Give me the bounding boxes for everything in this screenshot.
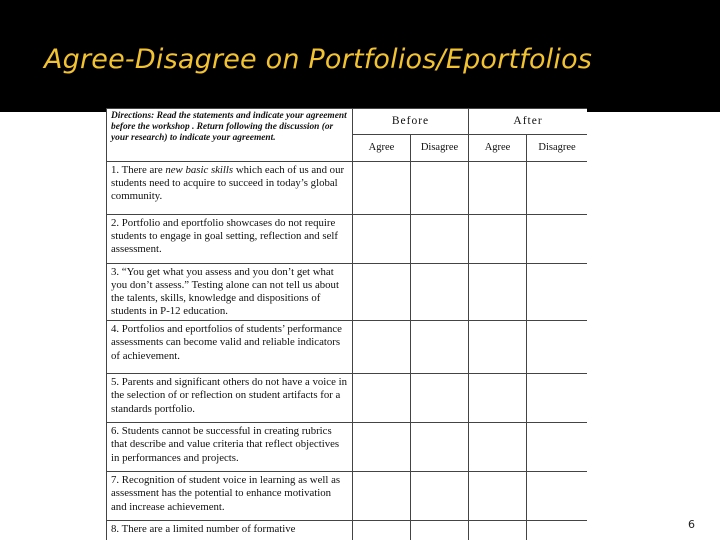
before-agree-cell[interactable]	[353, 423, 411, 472]
before-disagree-cell[interactable]	[411, 215, 469, 264]
statement-row	[107, 472, 588, 521]
after-header: After	[469, 109, 587, 135]
after-disagree-cell[interactable]	[527, 374, 587, 423]
statement-text: 5. Parents and significant others do not have a voice in the selection of or reflection on student artifacts for a standards portfolio.	[107, 374, 353, 423]
statement-text: 2. Portfolio and eportfolio showcases do not require students to engage in goal setting, reflection and self assessment.	[107, 215, 353, 264]
statement-text: 4. Portfolios and eportfolios of students’ performance assessments can become valid and reliable indicators of achievement.	[107, 321, 353, 374]
statement-text: 7. Recognition of student voice in learning as well as assessment has the potential to enhance motivation and increase achievement.	[107, 472, 353, 521]
after-agree-cell[interactable]	[469, 423, 527, 472]
before-disagree-cell[interactable]	[411, 521, 469, 540]
before-disagree-cell[interactable]	[411, 423, 469, 472]
statement-row	[107, 321, 588, 374]
statement-text: 8. There are a limited number of formative	[107, 521, 353, 540]
statement-row	[107, 162, 588, 215]
after-disagree-cell[interactable]	[527, 472, 587, 521]
before-agree-cell[interactable]	[353, 472, 411, 521]
before-agree-cell[interactable]	[353, 162, 411, 215]
after-agree-header: Agree	[469, 134, 527, 161]
before-agree-cell[interactable]	[353, 264, 411, 321]
after-agree-cell[interactable]	[469, 321, 527, 374]
before-disagree-cell[interactable]	[411, 321, 469, 374]
statement-text: 3. “You get what you assess and you don’t get what you don’t assess.” Testing alone can not tell us about the talents, skills, knowledge and dispositions of students in P-12 education.	[107, 264, 353, 321]
after-disagree-cell[interactable]	[527, 521, 587, 540]
after-disagree-cell[interactable]	[527, 215, 587, 264]
before-disagree-cell[interactable]	[411, 264, 469, 321]
statement-row	[107, 521, 588, 540]
directions-cell: Directions: Read the statements and indicate your agreement before the workshop . Return following the discussion (or your research) to indicate your agreement.	[107, 109, 353, 162]
after-disagree-cell[interactable]	[527, 264, 587, 321]
before-header: Before	[353, 109, 469, 135]
before-disagree-header: Disagree	[411, 134, 469, 161]
survey-sheet	[106, 108, 587, 540]
before-agree-cell[interactable]	[353, 521, 411, 540]
after-disagree-cell[interactable]	[527, 423, 587, 472]
before-disagree-cell[interactable]	[411, 472, 469, 521]
after-disagree-cell[interactable]	[527, 321, 587, 374]
after-disagree-cell[interactable]	[527, 162, 587, 215]
title-bar	[0, 0, 720, 112]
statement-emphasis: new basic skills	[165, 164, 234, 176]
before-agree-cell[interactable]	[353, 374, 411, 423]
after-agree-cell[interactable]	[469, 374, 527, 423]
agree-disagree-table	[106, 108, 587, 540]
slide-title: Agree-Disagree on Portfolios/Eportfolios	[44, 44, 593, 75]
after-agree-cell[interactable]	[469, 162, 527, 215]
after-agree-cell[interactable]	[469, 215, 527, 264]
after-disagree-header: Disagree	[527, 134, 587, 161]
statement-text: 1. There are new basic skills which each of us and our students need to acquire to succeed in today’s global community.	[107, 162, 353, 215]
after-agree-cell[interactable]	[469, 472, 527, 521]
statement-row	[107, 215, 588, 264]
page-number: 6	[688, 518, 695, 531]
before-agree-header: Agree	[353, 134, 411, 161]
statement-row	[107, 374, 588, 423]
before-agree-cell[interactable]	[353, 321, 411, 374]
before-agree-cell[interactable]	[353, 215, 411, 264]
statement-row	[107, 423, 588, 472]
after-agree-cell[interactable]	[469, 521, 527, 540]
before-disagree-cell[interactable]	[411, 162, 469, 215]
after-agree-cell[interactable]	[469, 264, 527, 321]
statement-row	[107, 264, 588, 321]
before-disagree-cell[interactable]	[411, 374, 469, 423]
statement-text: 6. Students cannot be successful in creating rubrics that describe and value criteria that reflect objectives in performances and projects.	[107, 423, 353, 472]
